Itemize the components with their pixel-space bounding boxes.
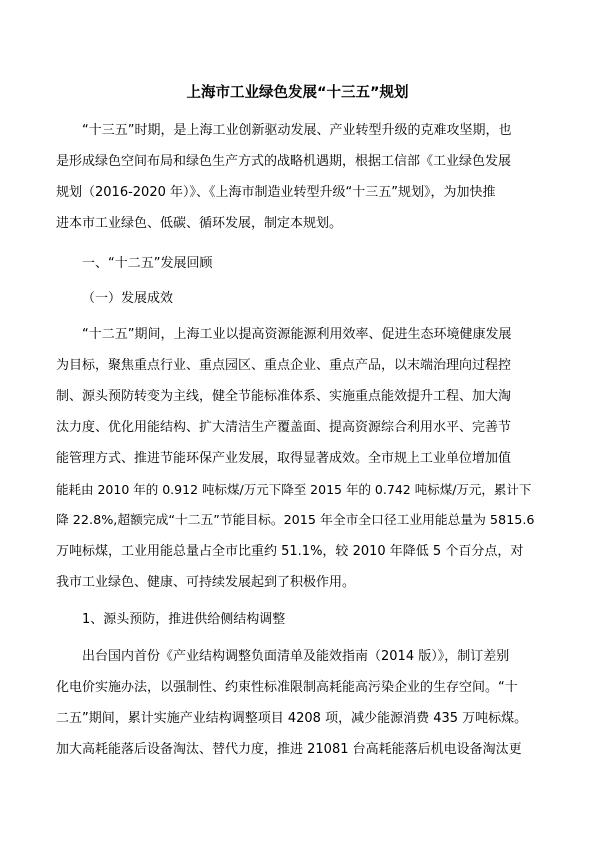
paragraph-line: 是形成绿色空间布局和绿色生产方式的战略机遇期，根据工信部《工业绿色发展 <box>56 154 512 169</box>
section-heading: 一、“十二五”发展回顾 <box>82 256 213 271</box>
document-title: 上海市工业绿色发展“十三五”规划 <box>186 85 409 101</box>
paragraph-line: 加大高耗能落后设备淘汰、替代力度，推进 21081 台高耗能落后机电设备淘汰更 <box>56 742 522 757</box>
paragraph-line: 进本市工业绿色、低碳、循环发展，制定本规划。 <box>56 216 343 231</box>
paragraph-line: 能耗由 2010 年的 0.912 吨标煤/万元下降至 2015 年的 0.742 吨标煤/万元，累计下 <box>56 482 532 497</box>
item-heading: 1、源头预防，推进供给侧结构调整 <box>82 612 286 627</box>
paragraph-line: 为目标，聚焦重点行业、重点园区、重点企业、重点产品，以末端治理向过程控 <box>56 358 512 373</box>
paragraph-line: 我市工业绿色、健康、可持续发展起到了积极作用。 <box>56 575 356 590</box>
paragraph-line: 万吨标煤，工业用能总量占全市比重约 51.1%，较 2010 年降低 5 个百分点，对 <box>56 544 524 559</box>
paragraph-line: 降 22.8%,超额完成“十二五”节能目标。2015 年全市全口径工业用能总量为 5815.6 <box>56 513 535 528</box>
paragraph-line: 制、源头预防转变为主线，健全节能标准体系、实施重点能效提升工程、加大淘 <box>56 389 512 404</box>
paragraph-line: 能管理方式、推进节能环保产业发展，取得显著成效。全市规上工业单位增加值 <box>56 451 512 466</box>
paragraph-line: “十三五”时期，是上海工业创新驱动发展、产业转型升级的克难攻坚期，也 <box>82 123 512 138</box>
paragraph-line: 规划（2016-2020 年）》、《上海市制造业转型升级“十三五”规划》，为加快推 <box>56 185 496 200</box>
paragraph-line: 汰力度、优化用能结构、扩大清洁生产覆盖面、提高资源综合利用水平、完善节 <box>56 420 512 435</box>
paragraph-line: 二五”期间，累计实施产业结构调整项目 4208 项，减少能源消费 435 万吨标煤。 <box>56 711 528 726</box>
paragraph-line: 化电价实施办法，以强制性、约束性标准限制高耗能高污染企业的生存空间。“十 <box>56 680 518 695</box>
subsection-heading: （一）发展成效 <box>82 291 174 306</box>
paragraph-line: 出台国内首份《产业结构调整负面清单及能效指南（2014 版）》，制订差别 <box>82 649 510 664</box>
paragraph-line: “十二五”期间，上海工业以提高资源能源利用效率、促进生态环境健康发展 <box>82 327 512 342</box>
